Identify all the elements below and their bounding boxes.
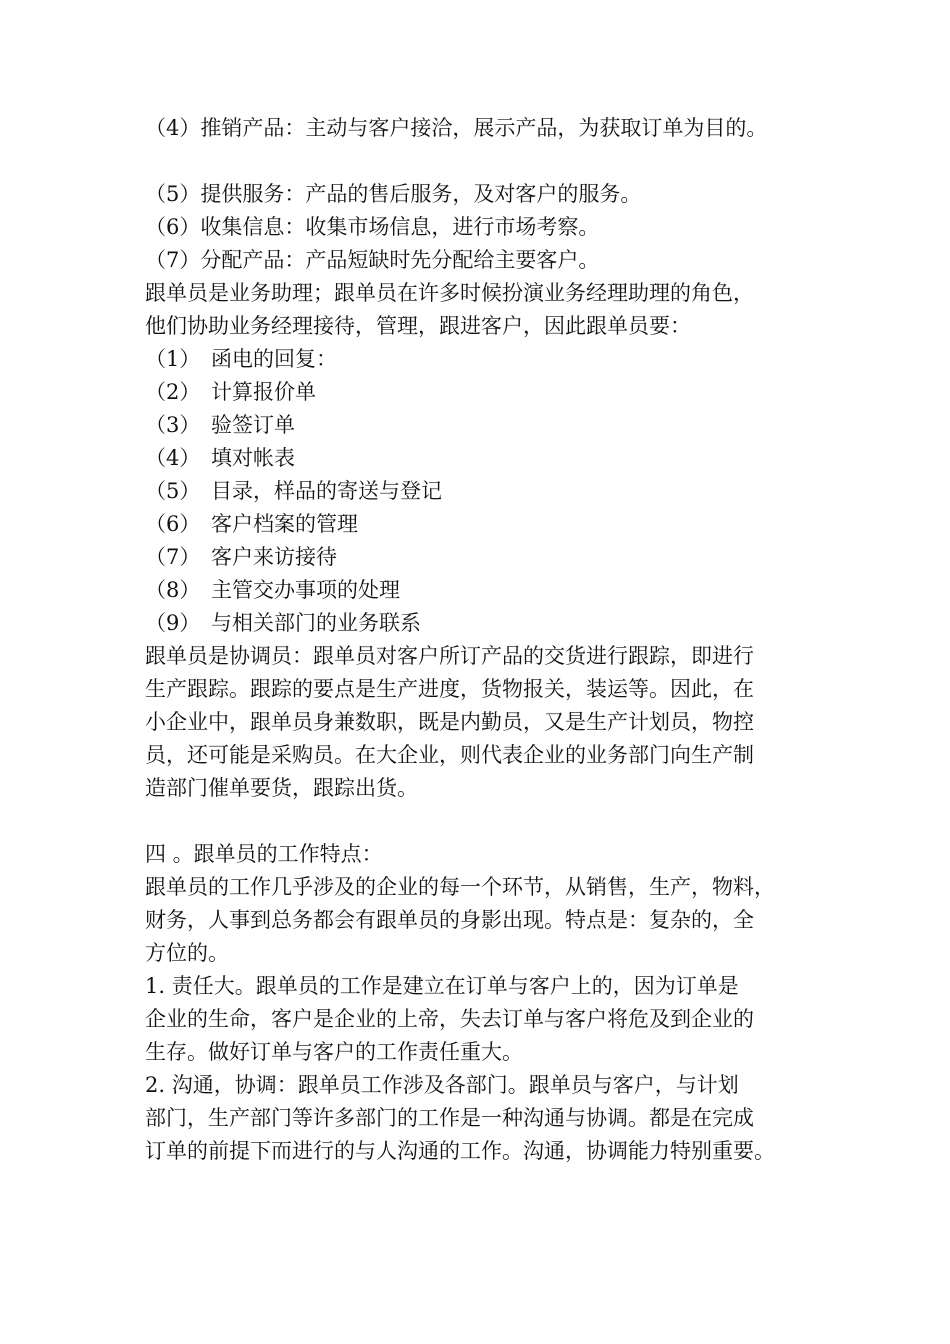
list-item-text: 目录，样品的寄送与登记 — [211, 479, 442, 503]
paragraph-line: 订单的前提下而进行的与人沟通的工作。沟通，协调能力特别重要。 — [145, 1139, 775, 1163]
list-item-text: 客户档案的管理 — [211, 512, 358, 536]
list-item-number: （1） — [145, 347, 201, 371]
list-item-number: （9） — [145, 611, 201, 635]
duty-line-7: （7）分配产品：产品短缺时先分配给主要客户。 — [145, 248, 600, 272]
duty-line-5: （5）提供服务：产品的售后服务，及对客户的服务。 — [145, 182, 642, 206]
list-item-number: （8） — [145, 578, 201, 602]
list-item-number: （3） — [145, 413, 201, 437]
point-2-paragraph — [145, 1069, 835, 1168]
list-item — [145, 442, 835, 475]
list-item — [145, 574, 835, 607]
paragraph-line: 方位的。 — [145, 941, 229, 965]
list-item-number: （5） — [145, 479, 201, 503]
list-item — [145, 343, 835, 376]
paragraph-line: 2. 沟通，协调：跟单员工作涉及各部门。跟单员与客户，与计划 — [145, 1073, 739, 1097]
list-item — [145, 376, 835, 409]
duty-line-4: （4）推销产品：主动与客户接洽，展示产品，为获取订单为目的。 — [145, 116, 768, 140]
paragraph-line: 造部门催单要货，跟踪出货。 — [145, 776, 418, 800]
blank-line — [145, 805, 835, 838]
list-item-number: （7） — [145, 545, 201, 569]
point-1-paragraph — [145, 970, 835, 1069]
list-item — [145, 541, 835, 574]
paragraph-line: 企业的生命，客户是企业的上帝，失去订单与客户将危及到企业的 — [145, 1007, 754, 1031]
list-item-text: 与相关部门的业务联系 — [211, 611, 421, 635]
document-page — [145, 112, 835, 1168]
list-item-text: 验签订单 — [211, 413, 295, 437]
list-item-number: （2） — [145, 380, 201, 404]
section-heading: 四 。跟单员的工作特点： — [145, 842, 383, 866]
assistant-task-list — [145, 343, 835, 640]
paragraph-line: 跟单员是业务助理；跟单员在许多时候扮演业务经理助理的角色， — [145, 281, 754, 305]
assistant-intro-paragraph — [145, 277, 835, 343]
list-item — [145, 607, 835, 640]
blank-line — [145, 145, 835, 178]
paragraph-line: 1. 责任大。跟单员的工作是建立在订单与客户上的，因为订单是 — [145, 974, 739, 998]
paragraph-line: 跟单员的工作几乎涉及的企业的每一个环节，从销售，生产，物料， — [145, 875, 775, 899]
paragraph-line: 员，还可能是采购员。在大企业，则代表企业的业务部门向生产制 — [145, 743, 754, 767]
list-item-number: （4） — [145, 446, 201, 470]
paragraph-line: 财务，人事到总务都会有跟单员的身影出现。特点是：复杂的，全 — [145, 908, 754, 932]
paragraph-line: 生产跟踪。跟踪的要点是生产进度，货物报关，装运等。因此，在 — [145, 677, 754, 701]
list-item-text: 函电的回复： — [211, 347, 337, 371]
list-item-text: 主管交办事项的处理 — [211, 578, 400, 602]
list-item — [145, 409, 835, 442]
list-item-number: （6） — [145, 512, 201, 536]
list-item-text: 客户来访接待 — [211, 545, 337, 569]
coordinator-paragraph — [145, 640, 835, 805]
list-item-text: 填对帐表 — [211, 446, 295, 470]
list-item-text: 计算报价单 — [211, 380, 316, 404]
paragraph-line: 生存。做好订单与客户的工作责任重大。 — [145, 1040, 523, 1064]
list-item — [145, 508, 835, 541]
paragraph-line: 部门，生产部门等许多部门的工作是一种沟通与协调。都是在完成 — [145, 1106, 754, 1130]
paragraph-line: 他们协助业务经理接待，管理，跟进客户，因此跟单员要： — [145, 314, 691, 338]
paragraph-line: 跟单员是协调员：跟单员对客户所订产品的交货进行跟踪，即进行 — [145, 644, 754, 668]
duty-line-6: （6）收集信息：收集市场信息，进行市场考察。 — [145, 215, 600, 239]
section-intro-paragraph — [145, 871, 835, 970]
paragraph-line: 小企业中，跟单员身兼数职，既是内勤员，又是生产计划员，物控 — [145, 710, 754, 734]
list-item — [145, 475, 835, 508]
